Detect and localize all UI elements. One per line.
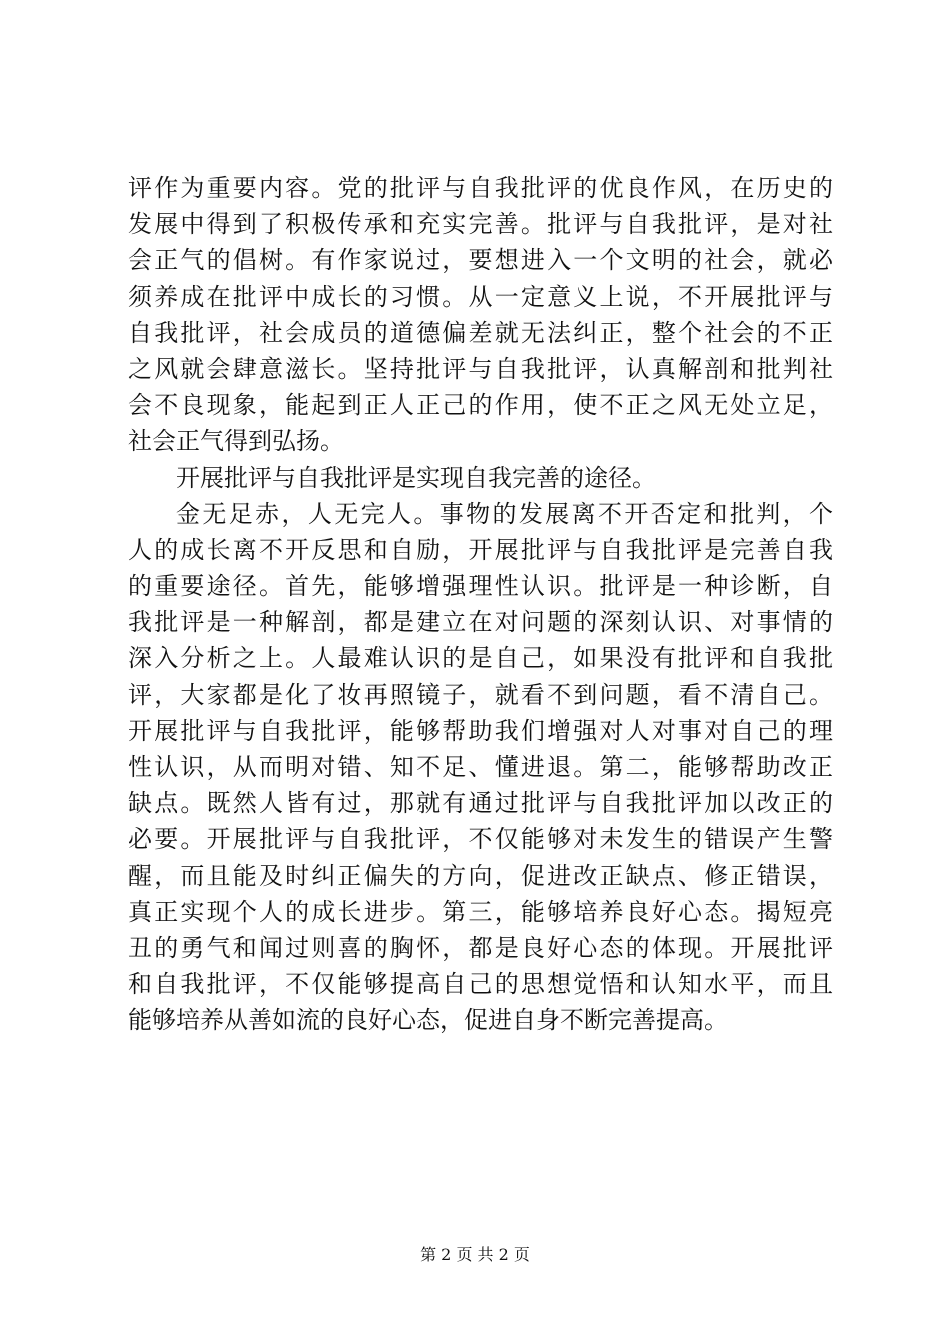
text-line: 能够培养从善如流的良好心态，促进自身不断完善提高。 — [128, 1006, 728, 1035]
text-line: 发展中得到了积极传承和充实完善。批评与自我批评，是对社 — [128, 210, 833, 239]
text-line: 之风就会肆意滋长。坚持批评与自我批评，认真解剖和批判社 — [128, 354, 833, 383]
text-line: 评作为重要内容。党的批评与自我批评的优良作风，在历史的 — [128, 174, 833, 202]
text-line: 人的成长离不开反思和自励，开展批评与自我批评是完善自我 — [128, 535, 833, 564]
text-line: 丑的勇气和闻过则喜的胸怀，都是良好心态的体现。开展批评 — [128, 933, 833, 962]
text-line: 真正实现个人的成长进步。第三，能够培养良好心态。揭短亮 — [128, 897, 833, 926]
text-line: 和自我批评，不仅能够提高自己的思想觉悟和认知水平，而且 — [128, 970, 833, 999]
section-heading: 开展批评与自我批评是实现自我完善的途径。 — [176, 463, 656, 492]
text-line: 开展批评与自我批评，能够帮助我们增强对人对事对自己的理 — [128, 716, 833, 745]
page-footer — [0, 1244, 950, 1266]
text-line: 金无足赤，人无完人。事物的发展离不开否定和批判，个 — [176, 499, 833, 528]
text-line: 性认识，从而明对错、知不足、懂进退。第二，能够帮助改正 — [128, 753, 833, 781]
page-number-label: 第 2 页 共 2 页 — [420, 1245, 530, 1264]
text-line: 我批评是一种解剖，都是建立在对问题的深刻认识、对事情的 — [128, 608, 833, 637]
text-line: 须养成在批评中成长的习惯。从一定意义上说，不开展批评与 — [128, 282, 833, 311]
text-line: 深入分析之上。人最难认识的是自己，如果没有批评和自我批 — [128, 644, 833, 673]
text-line: 会正气的倡树。有作家说过，要想进入一个文明的社会，就必 — [128, 246, 833, 275]
text-line: 社会正气得到弘扬。 — [128, 427, 344, 456]
text-line: 的重要途径。首先，能够增强理性认识。批评是一种诊断，自 — [128, 572, 833, 601]
text-line: 缺点。既然人皆有过，那就有通过批评与自我批评加以改正的 — [128, 789, 833, 818]
text-line: 评，大家都是化了妆再照镜子，就看不到问题，看不清自己。 — [128, 680, 833, 709]
text-line: 会不良现象，能起到正人正己的作用，使不正之风无处立足， — [128, 391, 833, 420]
body-text — [128, 170, 833, 1039]
text-line: 醒，而且能及时纠正偏失的方向，促进改正缺点、修正错误， — [128, 861, 833, 890]
text-line: 必要。开展批评与自我批评，不仅能够对未发生的错误产生警 — [128, 825, 833, 854]
text-line: 自我批评，社会成员的道德偏差就无法纠正，整个社会的不正 — [128, 318, 833, 347]
